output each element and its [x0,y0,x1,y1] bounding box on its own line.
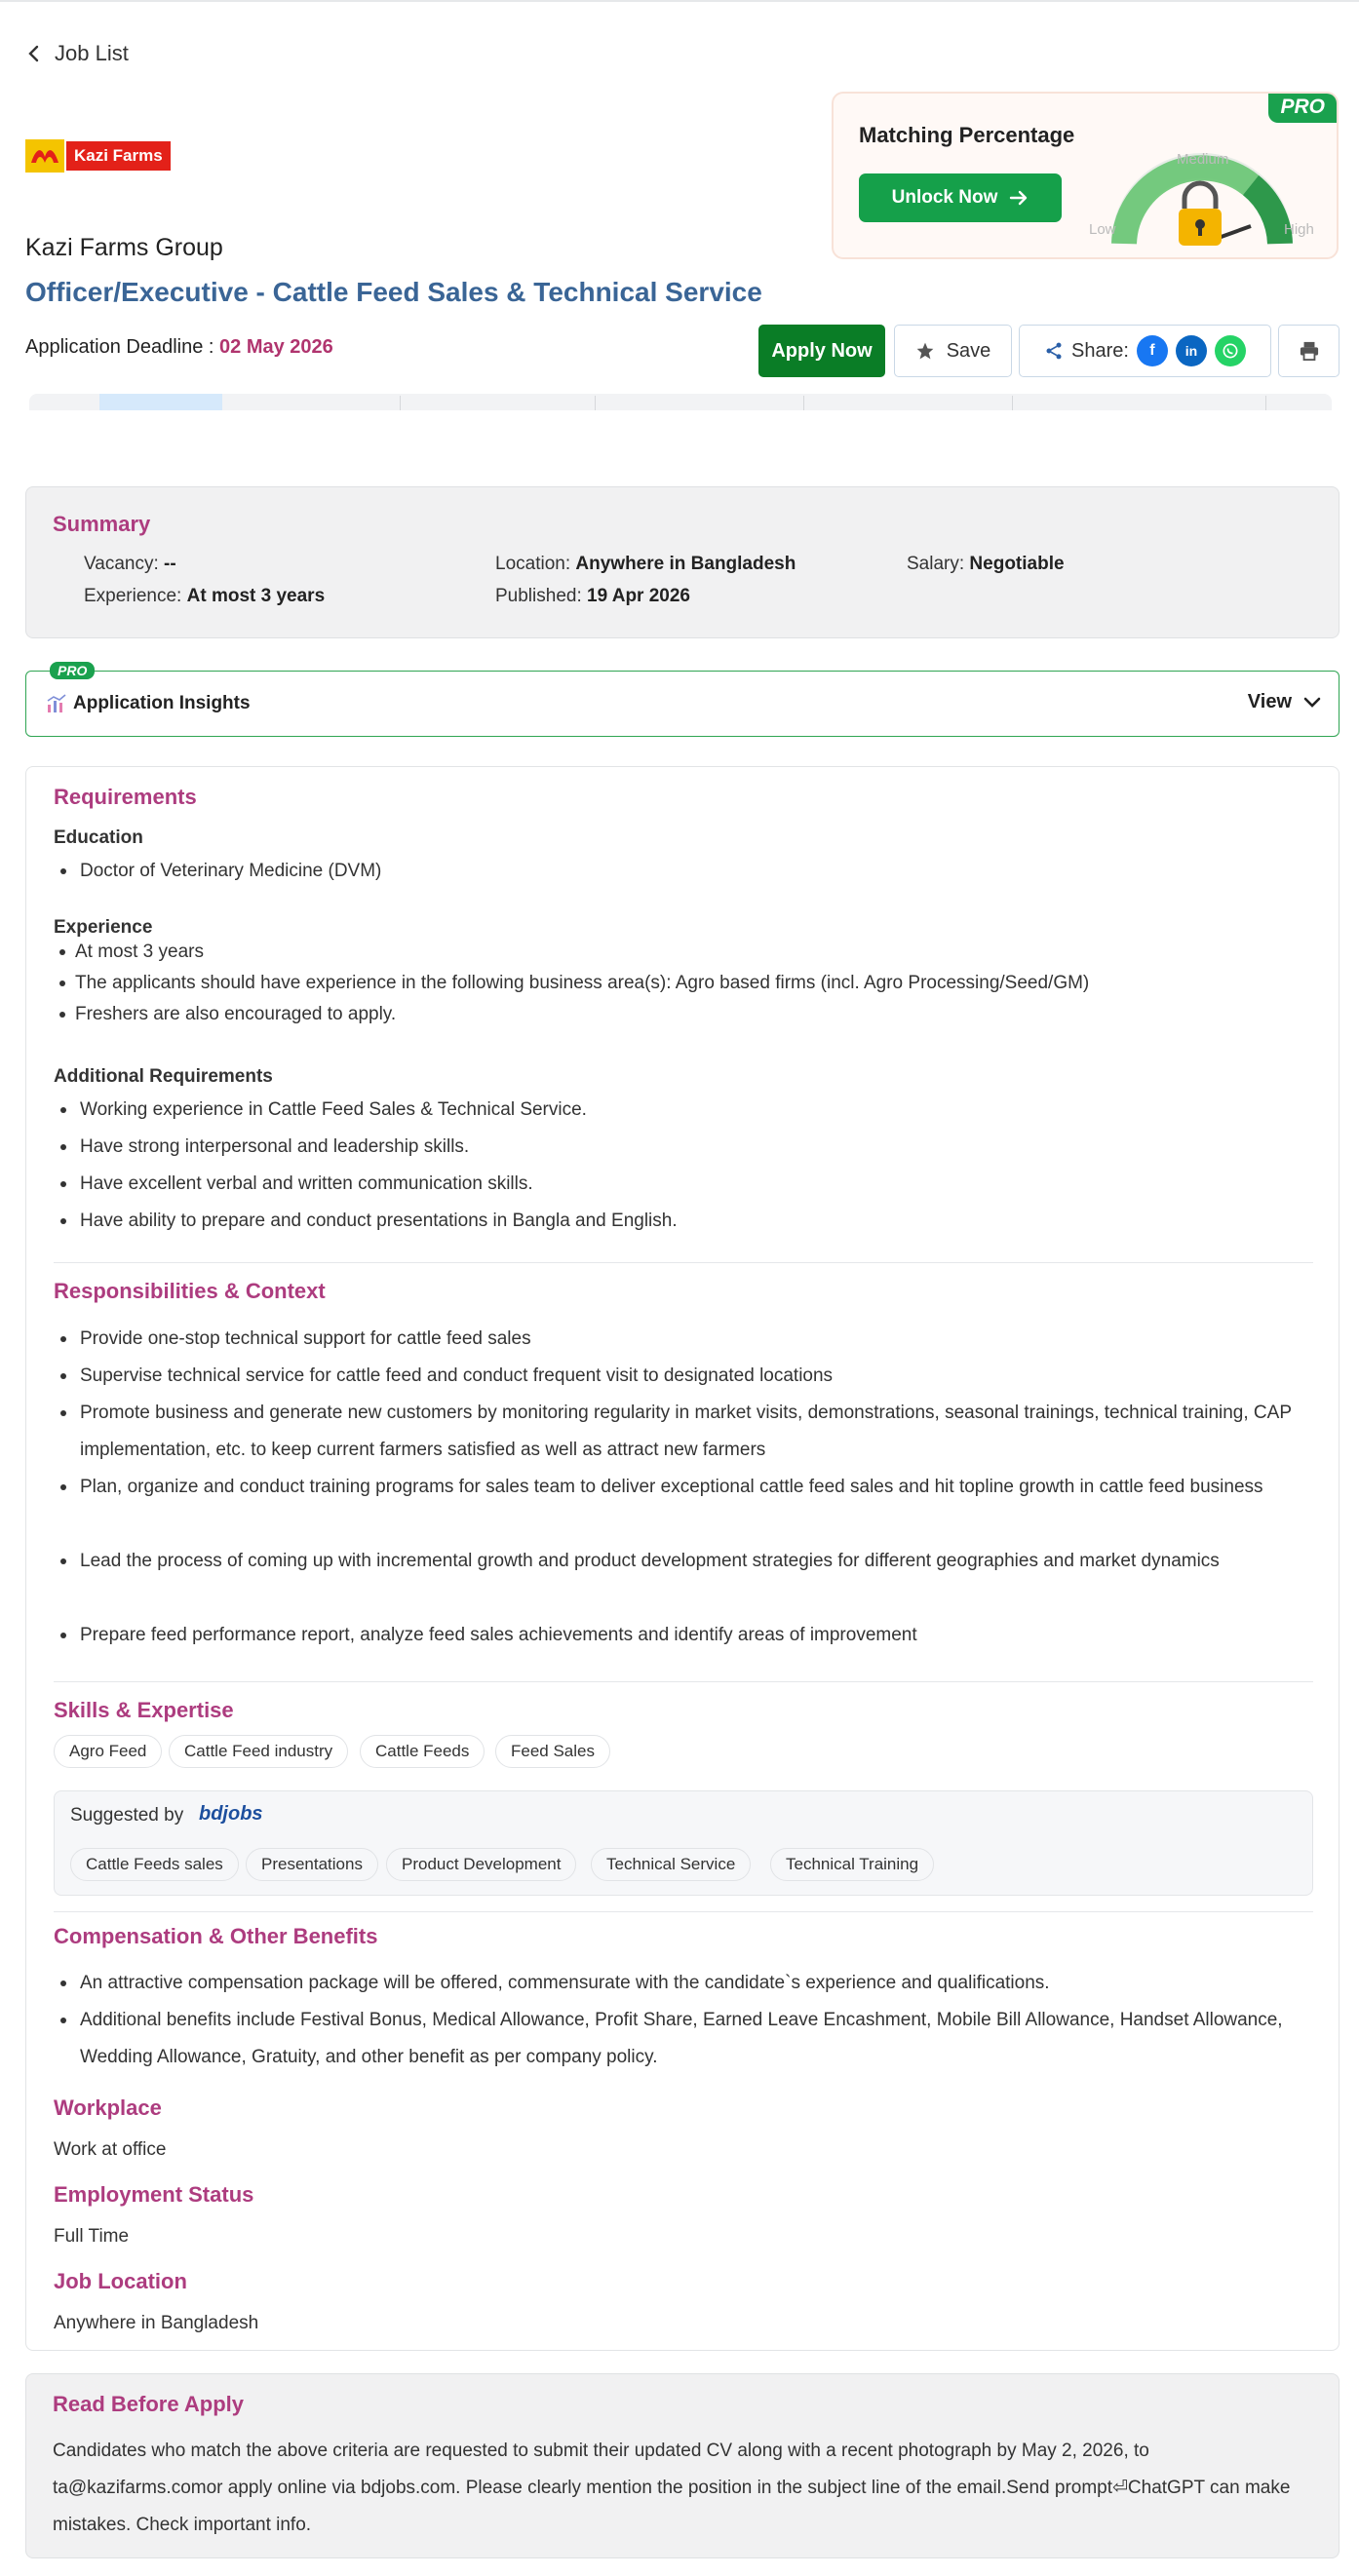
experience-item: The applicants should have experience in the following business area(s): Agro based firms (incl. Agro Processing/Seed/GM) [75,965,1089,1002]
whatsapp-icon[interactable] [1215,335,1246,366]
tab-divider [803,396,804,410]
read-before-apply-section [25,2373,1340,2558]
divider [54,1262,1313,1263]
skill-tag[interactable]: Cattle Feed industry [169,1735,348,1768]
experience-item: At most 3 years [75,934,204,971]
pro-badge: PRO [50,662,95,679]
suggested-skills-box [54,1790,1313,1896]
salary-label: Salary: [907,554,970,574]
additional-requirements-heading: Additional Requirements [54,1066,273,1087]
compensation-title: Compensation & Other Benefits [54,1924,378,1948]
lock-icon [1179,183,1222,246]
pro-badge: PRO [1268,94,1337,123]
skill-tag[interactable]: Cattle Feeds [360,1735,485,1768]
share-icon [1044,341,1064,361]
vacancy-value: -- [164,554,176,574]
job-location-title: Job Location [54,2269,187,2293]
responsibility-item: Promote business and generate new customers by monitoring regularity in market visits, demonstrations, seasonal trainings, technical training, CAP implementation, etc. to keep current farmers satisfied as well as attract new farmers [80,1395,1308,1469]
summary-title: Summary [53,512,151,536]
tab-divider [595,396,596,410]
tab-divider [1265,396,1266,410]
responsibility-item: Plan, organize and conduct training programs for sales team to deliver exceptional cattle feed sales and hit topline growth in cattle feed business [80,1469,1308,1506]
logo-mark [25,139,64,173]
salary-value: Negotiable [969,554,1065,574]
published-value: 19 Apr 2026 [587,586,690,606]
education-heading: Education [54,827,143,848]
salary-item [907,554,1065,575]
insights-label: Application Insights [73,693,251,713]
chevron-down-icon [1303,697,1321,709]
experience-heading: Experience [54,917,153,938]
benefit-item: An attractive compensation package will be offered, commensurate with the candidate`s experience and qualifications. [80,1965,1308,2002]
view-label: View [1247,691,1292,712]
gauge-high-label: High [1284,221,1314,238]
job-location-value: Anywhere in Bangladesh [54,2313,259,2333]
star-icon [915,341,935,361]
location-item [495,554,796,575]
vacancy-label: Vacancy: [84,554,165,574]
application-deadline [25,336,333,359]
facebook-icon[interactable]: f [1137,335,1168,366]
additional-requirement-item: Have strong interpersonal and leadership skills. [80,1129,469,1166]
chevron-left-icon [27,45,41,62]
experience-item: Freshers are also encouraged to apply. [75,996,396,1033]
gauge-medium-label: Medium [1177,151,1229,168]
read-before-apply-text: Candidates who match the above criteria are requested to submit their updated CV along with a recent photograph by May 2, 2026, to ta@kazifarms.comor apply online via bdjobs.com. Please clearly mention the position in the subject line of the email.Send prompt⏎ChatGPT can make mistakes. Check important info. [53,2441,1291,2535]
company-name: Kazi Farms Group [25,234,223,261]
tab-active[interactable] [99,394,222,410]
suggested-skill-tag[interactable]: Technical Service [591,1848,751,1881]
insights-chart-icon [46,693,67,714]
logo-text: Kazi Farms [66,141,171,171]
bdjobs-logo: bdjobs [199,1803,263,1825]
responsibility-item: Prepare feed performance report, analyze feed sales achievements and identify areas of improvement [80,1617,1308,1654]
additional-requirement-item: Have ability to prepare and conduct presentations in Bangla and English. [80,1203,678,1240]
summary-section [25,486,1340,638]
unlock-now-button[interactable] [859,173,1062,222]
deadline-label: Application Deadline : [25,336,220,358]
tab-divider [400,396,401,410]
share-group [1019,325,1271,377]
skills-title: Skills & Expertise [54,1698,234,1722]
matching-gauge [1085,136,1319,253]
arrow-right-icon [1009,190,1029,206]
company-logo [25,139,171,173]
tab-divider [1012,396,1013,410]
experience-item [84,586,325,607]
skill-tag[interactable]: Feed Sales [495,1735,610,1768]
share-label: Share: [1071,339,1129,362]
matching-title: Matching Percentage [859,123,1075,147]
published-label: Published: [495,586,588,606]
unlock-label: Unlock Now [891,187,998,208]
experience-value: At most 3 years [186,586,326,606]
additional-requirement-item: Working experience in Cattle Feed Sales & Technical Service. [80,1092,587,1129]
insights-view-toggle[interactable] [1248,691,1321,713]
employment-status-value: Full Time [54,2226,130,2247]
published-item [495,586,690,607]
deadline-date: 02 May 2026 [219,336,333,358]
requirements-title: Requirements [54,785,197,809]
skill-tag[interactable]: Agro Feed [54,1735,162,1768]
suggested-skill-tag[interactable]: Cattle Feeds sales [70,1848,239,1881]
print-button[interactable] [1278,325,1340,377]
suggested-skill-tag[interactable]: Technical Training [770,1848,934,1881]
responsibility-item: Lead the process of coming up with incremental growth and product development strategies for different geographies and market dynamics [80,1543,1308,1580]
experience-label: Experience: [84,586,187,606]
suggested-skill-tag[interactable]: Product Development [386,1848,576,1881]
apply-now-button[interactable]: Apply Now [758,325,885,377]
back-link-label: Job List [55,41,129,65]
save-button[interactable] [894,325,1012,377]
vacancy-item [84,554,176,575]
gauge-low-label: Low [1089,221,1116,238]
additional-requirement-item: Have excellent verbal and written communication skills. [80,1166,533,1203]
location-value: Anywhere in Bangladesh [575,554,796,574]
location-label: Location: [495,554,576,574]
job-details-card [25,766,1340,2351]
read-before-apply-title: Read Before Apply [53,2392,245,2416]
print-icon [1299,341,1320,361]
job-title: Officer/Executive - Cattle Feed Sales & Technical Service [25,277,762,307]
benefit-item: Additional benefits include Festival Bonus, Medical Allowance, Profit Share, Earned Leave Encashment, Mobile Bill Allowance, Handset Allowance, Wedding Allowance, Gratuity, and other benefit as per company policy. [80,2002,1308,2076]
suggested-by-label: Suggested by [70,1805,184,1826]
top-border [0,0,1359,2]
responsibility-item: Supervise technical service for cattle feed and conduct frequent visit to designated locations [80,1358,1308,1395]
application-insights-bar[interactable] [25,663,1340,737]
workplace-title: Workplace [54,2095,162,2120]
employment-status-title: Employment Status [54,2182,254,2207]
save-label: Save [946,339,991,362]
divider [54,1911,1313,1912]
responsibility-item: Provide one-stop technical support for cattle feed sales [80,1321,1308,1358]
matching-percentage-card [832,92,1339,259]
responsibilities-title: Responsibilities & Context [54,1279,326,1303]
section-tab-bar [29,394,1332,410]
education-item: Doctor of Veterinary Medicine (DVM) [80,853,381,890]
suggested-skill-tag[interactable]: Presentations [246,1848,378,1881]
workplace-value: Work at office [54,2139,167,2160]
divider [54,1681,1313,1682]
back-to-job-list-link[interactable] [27,41,129,66]
linkedin-icon[interactable]: in [1176,335,1207,366]
